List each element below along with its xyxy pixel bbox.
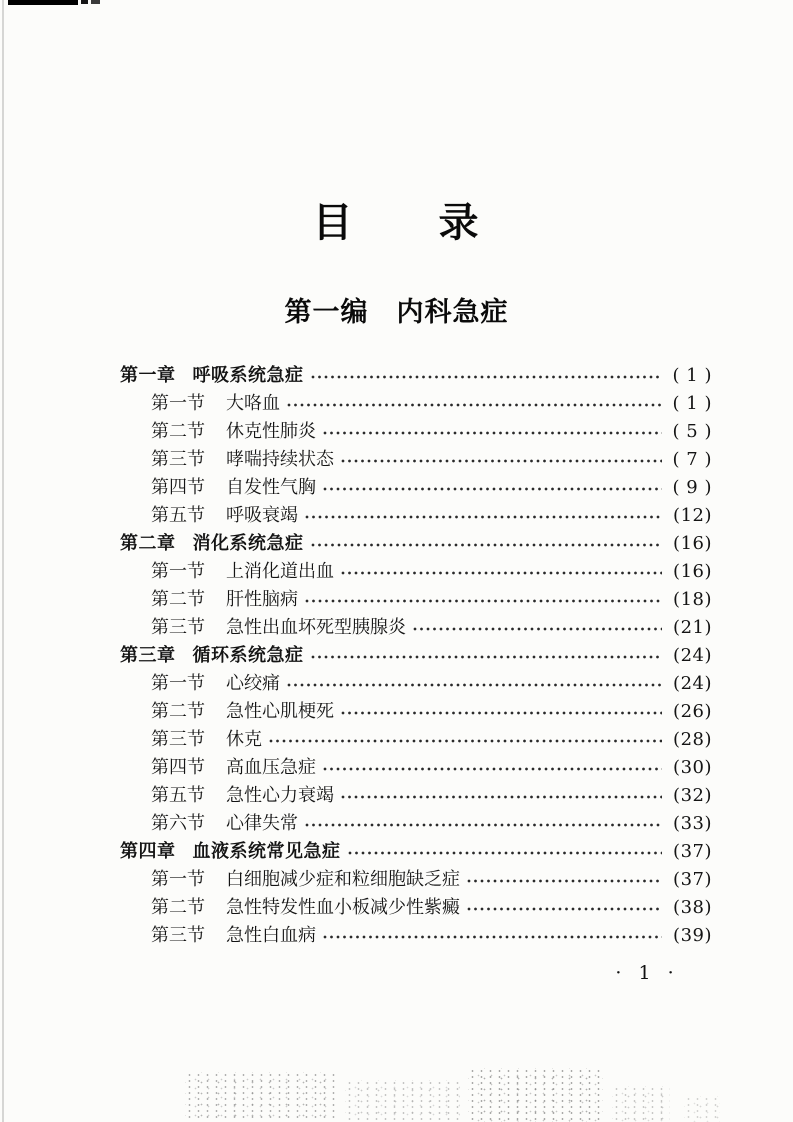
toc-entry bbox=[120, 474, 712, 502]
entry-label: 第一章 bbox=[120, 365, 176, 386]
entry-page-number: ( 5 ) bbox=[672, 421, 712, 442]
dot-leader bbox=[341, 788, 662, 806]
dot-leader bbox=[348, 844, 663, 862]
entry-page-number: (12) bbox=[673, 505, 712, 526]
entry-page-number: (32) bbox=[673, 785, 712, 806]
dot-leader bbox=[341, 564, 662, 582]
part-heading: 第一编 内科急症 bbox=[284, 297, 509, 328]
toc-title: 目 录 bbox=[312, 200, 481, 246]
toc-list bbox=[120, 362, 712, 950]
entry-page-number: ( 7 ) bbox=[672, 449, 712, 470]
dot-leader bbox=[311, 648, 663, 666]
entry-title: 急性心肌梗死 bbox=[226, 701, 334, 722]
dot-leader bbox=[413, 620, 662, 638]
entry-title: 急性出血坏死型胰腺炎 bbox=[226, 617, 406, 638]
entry-label: 第二节 bbox=[151, 701, 205, 722]
entry-label: 第三节 bbox=[151, 925, 205, 946]
bleed-through-noise bbox=[684, 1096, 720, 1122]
toc-entry bbox=[120, 446, 712, 474]
entry-label: 第一节 bbox=[151, 393, 205, 414]
entry-page-number: ( 1 ) bbox=[672, 365, 712, 386]
entry-label: 第三节 bbox=[151, 449, 205, 470]
toc-entry bbox=[120, 614, 712, 642]
dot-leader bbox=[287, 396, 662, 414]
entry-page-number: (24) bbox=[673, 645, 712, 666]
toc-entry bbox=[120, 922, 712, 950]
entry-page-number: ( 1 ) bbox=[672, 393, 712, 414]
toc-entry bbox=[120, 810, 712, 838]
entry-title: 心绞痛 bbox=[226, 673, 280, 694]
entry-label: 第三章 bbox=[120, 645, 176, 666]
entry-title: 大咯血 bbox=[226, 393, 280, 414]
entry-label: 第一节 bbox=[151, 869, 205, 890]
bleed-through-noise bbox=[468, 1068, 603, 1122]
entry-title: 高血压急症 bbox=[226, 757, 316, 778]
dot-leader bbox=[323, 760, 662, 778]
entry-label: 第一节 bbox=[151, 561, 205, 582]
page-left-edge-line bbox=[2, 0, 4, 1122]
entry-page-number: (16) bbox=[673, 533, 712, 554]
entry-label: 第三节 bbox=[151, 617, 205, 638]
entry-title: 白细胞减少症和粒细胞缺乏症 bbox=[226, 869, 460, 890]
entry-label: 第一节 bbox=[151, 673, 205, 694]
toc-entry bbox=[120, 782, 712, 810]
entry-title: 急性特发性血小板减少性紫癜 bbox=[226, 897, 460, 918]
entry-page-number: (37) bbox=[673, 869, 712, 890]
toc-entry bbox=[120, 362, 712, 390]
entry-title: 心律失常 bbox=[226, 813, 298, 834]
toc-entry bbox=[120, 866, 712, 894]
entry-title: 哮喘持续状态 bbox=[226, 449, 334, 470]
entry-label: 第四章 bbox=[120, 841, 176, 862]
entry-label: 第二章 bbox=[120, 533, 176, 554]
entry-page-number: (33) bbox=[673, 813, 712, 834]
footer-page-number: · 1 · bbox=[615, 962, 675, 984]
entry-title: 血液系统常见急症 bbox=[192, 841, 341, 862]
entry-page-number: (24) bbox=[673, 673, 712, 694]
entry-page-number: (39) bbox=[673, 925, 712, 946]
toc-entry bbox=[120, 726, 712, 754]
dot-leader bbox=[305, 508, 662, 526]
toc-entry bbox=[120, 390, 712, 418]
toc-entry bbox=[120, 418, 712, 446]
toc-entry bbox=[120, 642, 712, 670]
dot-leader bbox=[341, 704, 662, 722]
toc-entry bbox=[120, 670, 712, 698]
bleed-through-noise bbox=[185, 1072, 335, 1122]
dot-leader bbox=[269, 732, 662, 750]
entry-page-number: (16) bbox=[673, 561, 712, 582]
bleed-through-noise bbox=[345, 1080, 460, 1122]
toc-entry bbox=[120, 698, 712, 726]
entry-label: 第五节 bbox=[151, 505, 205, 526]
entry-label: 第四节 bbox=[151, 757, 205, 778]
dot-leader bbox=[305, 592, 662, 610]
entry-label: 第二节 bbox=[151, 589, 205, 610]
dot-leader bbox=[323, 928, 662, 946]
toc-entry bbox=[120, 502, 712, 530]
dot-leader bbox=[323, 480, 662, 498]
entry-title: 循环系统急症 bbox=[192, 645, 304, 666]
entry-label: 第二节 bbox=[151, 421, 205, 442]
entry-page-number: (21) bbox=[673, 617, 712, 638]
entry-page-number: ( 9 ) bbox=[672, 477, 712, 498]
dot-leader bbox=[467, 872, 662, 890]
entry-label: 第五节 bbox=[151, 785, 205, 806]
toc-entry bbox=[120, 754, 712, 782]
entry-title: 急性白血病 bbox=[226, 925, 316, 946]
toc-entry bbox=[120, 894, 712, 922]
entry-page-number: (18) bbox=[673, 589, 712, 610]
entry-title: 肝性脑病 bbox=[226, 589, 298, 610]
scan-artifact-bar bbox=[8, 0, 78, 5]
entry-label: 第二节 bbox=[151, 897, 205, 918]
entry-label: 第六节 bbox=[151, 813, 205, 834]
entry-title: 急性心力衰竭 bbox=[226, 785, 334, 806]
toc-entry bbox=[120, 586, 712, 614]
dot-leader bbox=[311, 536, 663, 554]
entry-page-number: (37) bbox=[673, 841, 712, 862]
toc-entry bbox=[120, 558, 712, 586]
dot-leader bbox=[341, 452, 662, 470]
dot-leader bbox=[305, 816, 662, 834]
toc-entry bbox=[120, 530, 712, 558]
dot-leader bbox=[311, 368, 663, 386]
scan-artifact-bar bbox=[91, 0, 100, 4]
entry-title: 休克 bbox=[226, 729, 262, 750]
entry-label: 第三节 bbox=[151, 729, 205, 750]
dot-leader bbox=[323, 424, 662, 442]
entry-title: 呼吸系统急症 bbox=[192, 365, 304, 386]
entry-title: 上消化道出血 bbox=[226, 561, 334, 582]
entry-title: 消化系统急症 bbox=[192, 533, 304, 554]
entry-page-number: (30) bbox=[673, 757, 712, 778]
dot-leader bbox=[467, 900, 662, 918]
dot-leader bbox=[287, 676, 662, 694]
entry-title: 休克性肺炎 bbox=[226, 421, 316, 442]
scan-artifact-bar bbox=[81, 0, 88, 4]
entry-page-number: (26) bbox=[673, 701, 712, 722]
entry-title: 呼吸衰竭 bbox=[226, 505, 298, 526]
entry-label: 第四节 bbox=[151, 477, 205, 498]
bleed-through-noise bbox=[612, 1086, 670, 1122]
toc-entry bbox=[120, 838, 712, 866]
entry-title: 自发性气胸 bbox=[226, 477, 316, 498]
entry-page-number: (38) bbox=[673, 897, 712, 918]
entry-page-number: (28) bbox=[673, 729, 712, 750]
